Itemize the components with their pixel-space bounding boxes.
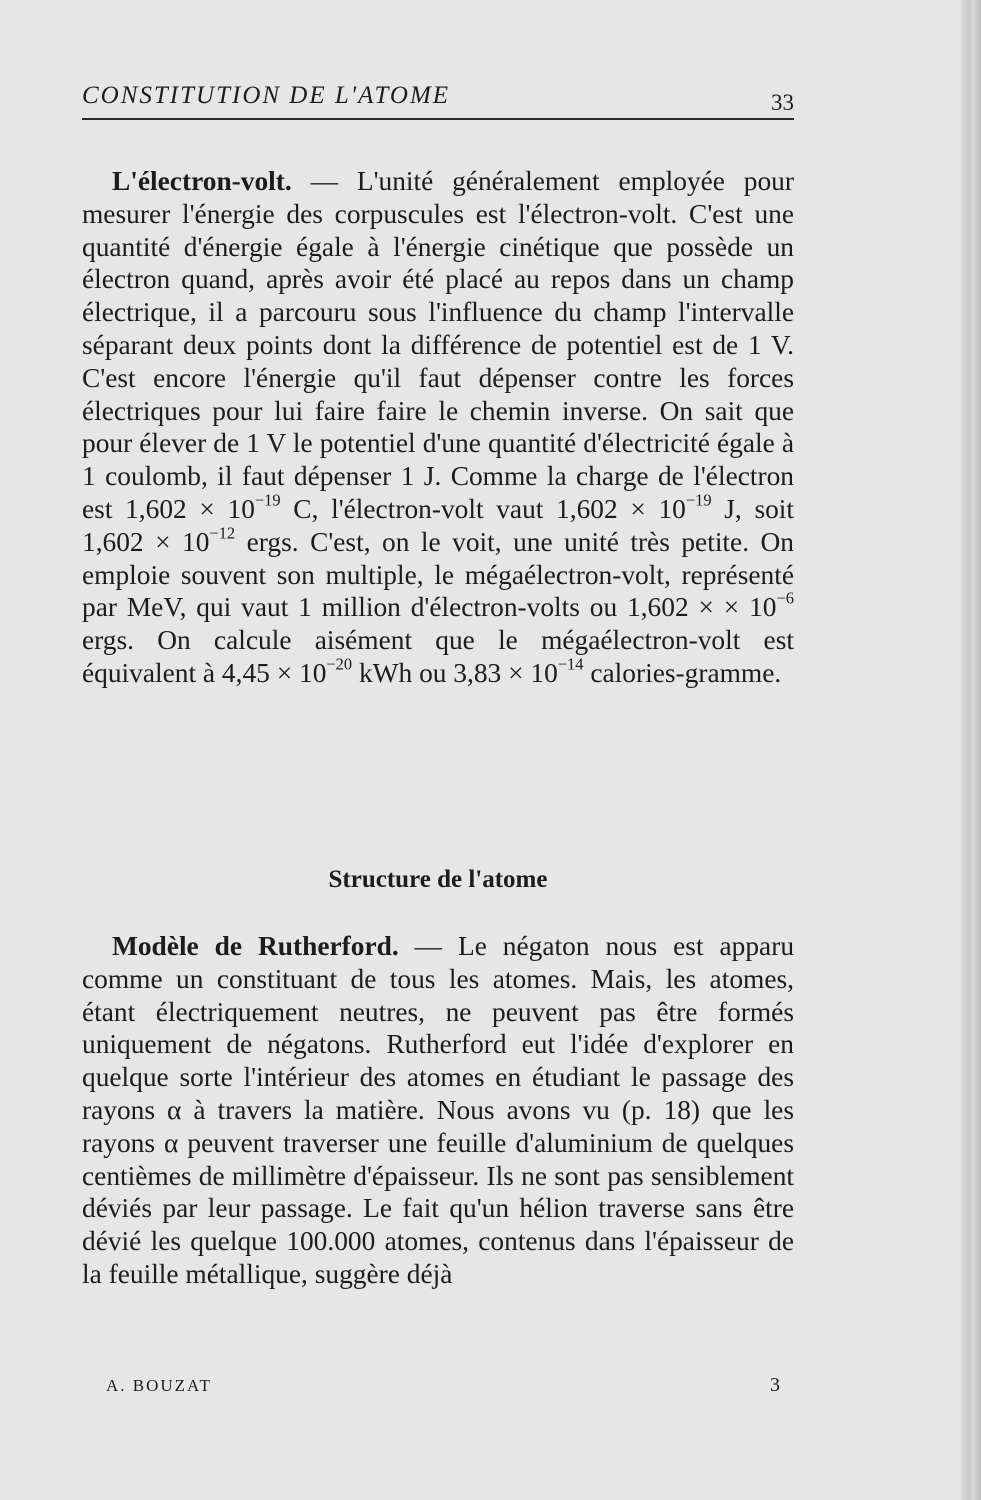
running-title: CONSTITUTION DE L'ATOME bbox=[82, 82, 451, 109]
exponent: −6 bbox=[776, 589, 794, 609]
exponent: −14 bbox=[557, 654, 584, 674]
paragraph-text: kWh ou 3,83 × 10 bbox=[352, 657, 558, 688]
paragraph-text: J, soit 1,602 × 10 bbox=[82, 493, 795, 557]
exponent: −20 bbox=[326, 654, 353, 674]
exponent: −19 bbox=[685, 490, 712, 510]
page-edge bbox=[961, 0, 981, 1500]
paragraph-text: C, l'électron-volt vaut 1,602 × 10 bbox=[280, 493, 686, 524]
paragraph-electron-volt bbox=[82, 165, 794, 690]
footer-author: A. BOUZAT bbox=[106, 1376, 212, 1395]
paragraph-text: — L'unité généralement employée pour mesurer l'énergie des corpuscules est l'électron-volt. C'est une quantité d'énergie égale à l'énergie cinétique que possède un électron quand, après avoir été placé au repos dans un champ électrique, il a parcouru sous l'influence du champ l'intervalle séparant deux points dont la différence de potentiel est de 1 V. C'est encore l'énergie qu'il faut dépenser contre les forces électriques pour lui faire faire le chemin inverse. On sait que pour élever de 1 V le potentiel d'une quantité d'électricité égale à 1 coulomb, il faut dépenser 1 J. Comme la charge de l'électron est 1,602 × 10 bbox=[82, 166, 794, 524]
page-footer bbox=[82, 1376, 794, 1406]
running-header bbox=[82, 78, 794, 120]
exponent: −19 bbox=[254, 490, 281, 510]
signature-mark: 3 bbox=[770, 1374, 780, 1396]
paragraph-text: ergs. C'est, on le voit, une unité très petite. On emploie souvent son multiple, le mégaélectron-volt, représenté par MeV, qui vaut 1 million d'électron-volts ou 1,602 × × 10 bbox=[82, 526, 794, 623]
paragraph-text: ergs. On calcule aisément que le mégaélectron-volt est équivalent à 4,45 × 10 bbox=[82, 625, 794, 688]
paragraph-lead: L'électron-volt. bbox=[112, 166, 292, 196]
page-number: 33 bbox=[771, 90, 794, 115]
section-heading: Structure de l'atome bbox=[328, 866, 548, 893]
exponent: −12 bbox=[209, 523, 236, 543]
paragraph-lead: Modèle de Rutherford. bbox=[112, 931, 399, 961]
paragraph-text: calories-gramme. bbox=[583, 657, 782, 688]
paragraph-text: — Le négaton nous est apparu comme un constituant de tous les atomes. Mais, les atomes, étant électriquement neutres, ne peuvent pas être formés uniquement de négatons. Rutherford eut l'idée d'explorer en quelque sorte l'intérieur des atomes en étudiant le passage des rayons α à travers la matière. Nous avons vu (p. 18) que les rayons α peuvent traverser une feuille d'aluminium de quelques centièmes de millimètre d'épaisseur. Ils ne sont pas sensiblement déviés par leur passage. Le fait qu'un hélion traverse sans être dévié les quelque 100.000 atomes, contenus dans l'épaisseur de la feuille métallique, suggère déjà bbox=[82, 931, 795, 1289]
paragraph-rutherford-model bbox=[82, 930, 794, 1291]
